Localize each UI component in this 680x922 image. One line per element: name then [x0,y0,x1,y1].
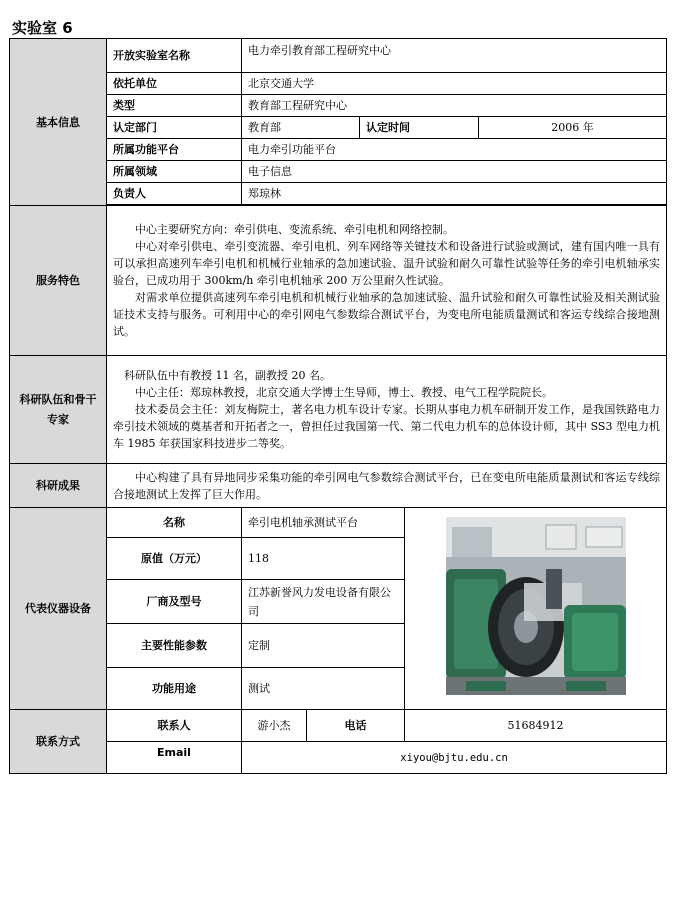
category-results: 科研成果 [10,464,107,508]
contact-phone-label: 电话 [307,710,405,742]
host-value: 北京交通大学 [242,73,667,95]
row-lead [10,183,667,205]
row-platform [10,139,667,161]
dept-value: 教育部 [242,117,360,139]
type-value: 教育部工程研究中心 [242,95,667,117]
platform-value: 电力牵引功能平台 [242,139,667,161]
contact-email-label: Email [107,742,242,774]
bearing-test-platform-image [446,517,626,695]
equipment-perf-value: 定制 [242,624,405,668]
lab-name-label: 开放实验室名称 [107,39,242,73]
platform-label: 所属功能平台 [107,139,242,161]
page-title: 实验室 6 [12,19,73,37]
row-equipment-name [10,508,667,538]
contact-email-value: xiyou@bjtu.edu.cn [242,742,667,774]
category-equipment: 代表仪器设备 [10,508,107,710]
equipment-maker-value: 江苏新誉风力发电设备有限公司 [242,580,405,624]
time-label: 认定时间 [360,117,479,139]
contact-phone-value: 51684912 [405,710,667,742]
team-paragraph: 技术委员会主任：刘友梅院士，著名电力机车设计专家。长期从事电力机车研制开发工作，是我国铁路电力牵引技术领域的奠基者和开拓者之一，曾担任过我国第一代、第二代电力机车的总体设计师，其中 SS3 型电力机车 1985 年获国家科技进步二等奖。 [113,403,661,450]
equipment-photo [446,517,626,695]
category-team: 科研队伍和骨干专家 [10,356,107,464]
service-paragraph: 中心主要研究方向：牵引供电、变流系统、牵引电机和网络控制。 [135,223,454,236]
equipment-photo-cell [405,508,667,710]
type-label: 类型 [107,95,242,117]
team-paragraph: 科研队伍中有教授 11 名，副教授 20 名。 [124,369,331,382]
dept-label: 认定部门 [107,117,242,139]
team-text [107,356,667,464]
service-text [107,206,667,356]
row-contact-person [10,710,667,742]
service-paragraph: 中心对牵引供电、牵引变流器、牵引电机、列车网络等关键技术和设备进行试验或测试，建有国内唯一具有可以承担高速列车牵引电机和机械行业轴承的急加速试验、温升试验和耐久可靠性试验等任务的牵引电机轴承实验台，已成功用于 300km/h 牵引电机轴承 200 万公里耐久性试验。 [113,240,661,287]
equipment-maker-label: 厂商及型号 [107,580,242,624]
row-results [10,464,667,508]
contact-person-value: 游小杰 [242,710,307,742]
equipment-name-value: 牵引电机轴承测试平台 [242,508,405,538]
row-type [10,95,667,117]
row-contact-email [10,742,667,774]
row-field [10,161,667,183]
lead-value: 郑琼林 [242,183,667,205]
contact-person-label: 联系人 [107,710,242,742]
field-value: 电子信息 [242,161,667,183]
time-value: 2006 年 [479,117,667,139]
lab-info-table [9,38,667,774]
category-contact: 联系方式 [10,710,107,774]
lab-name-value: 电力牵引教育部工程研究中心 [242,39,667,73]
equipment-name-label: 名称 [107,508,242,538]
category-service: 服务特色 [10,206,107,356]
lead-label: 负责人 [107,183,242,205]
team-paragraph: 中心主任：郑琼林教授，北京交通大学博士生导师，博士、教授、电气工程学院院长。 [135,386,553,399]
row-host [10,73,667,95]
results-text [107,464,667,508]
row-lab-name [10,39,667,73]
service-paragraph: 对需求单位提供高速列车牵引电机和机械行业轴承的急加速试验、温升试验和耐久可靠性试验及相关测试验证技术支持与服务。可利用中心的牵引网电气参数综合测试平台，为变电所电能质量测试和客运专线综合接地测试。 [113,291,661,338]
category-basic-info: 基本信息 [10,39,107,206]
equipment-price-label: 原值（万元） [107,538,242,580]
results-paragraph: 中心构建了具有异地同步采集功能的牵引网电气参数综合测试平台，已在变电所电能质量测试和客运专线综合接地测试上发挥了巨大作用。 [113,470,661,501]
row-service [10,206,667,356]
equipment-perf-label: 主要性能参数 [107,624,242,668]
row-dept [10,117,667,139]
equipment-use-value: 测试 [242,668,405,710]
field-label: 所属领域 [107,161,242,183]
row-team [10,356,667,464]
equipment-price-value: 118 [242,538,405,580]
host-label: 依托单位 [107,73,242,95]
equipment-use-label: 功能用途 [107,668,242,710]
